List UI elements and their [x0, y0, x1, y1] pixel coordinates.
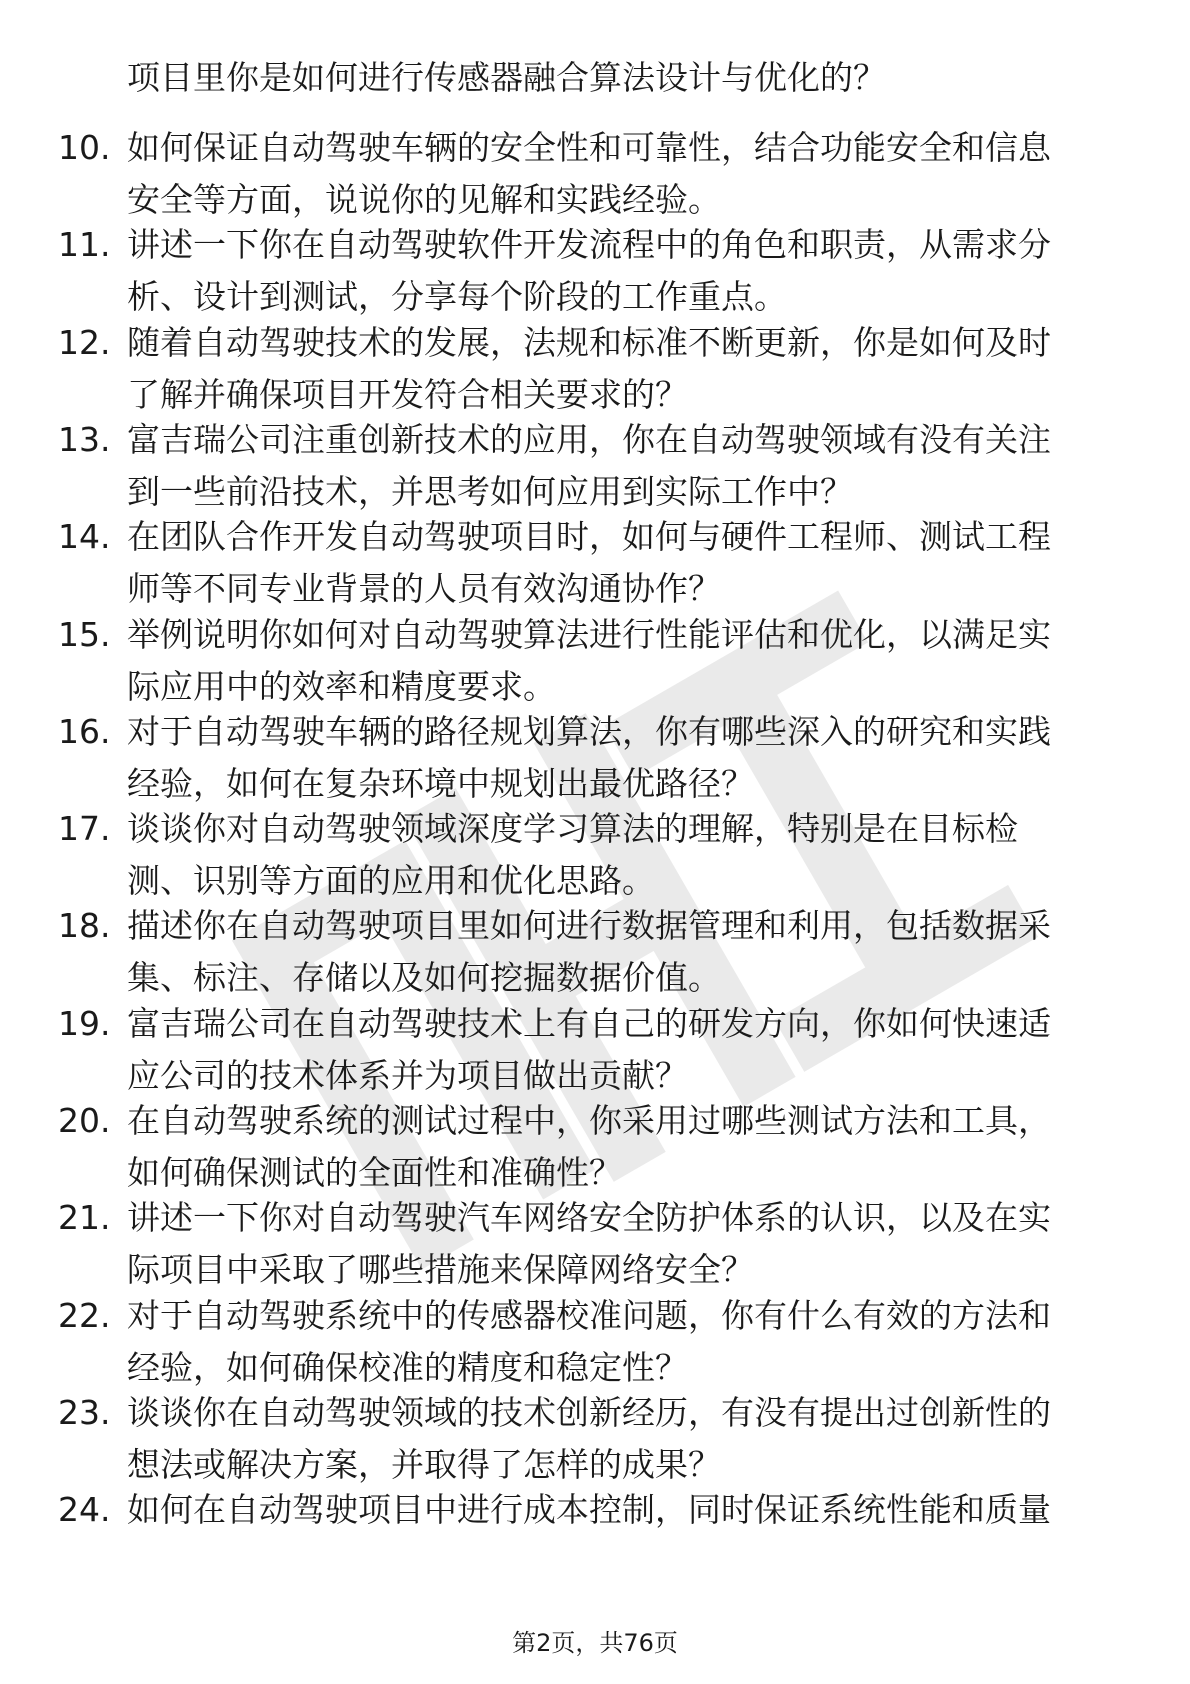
question-text-line: 讲述一下你对自动驾驶汽车网络安全防护体系的认识，以及在实 [127, 1198, 1051, 1238]
question-text-line: 讲述一下你在自动驾驶软件开发流程中的角色和职责，从需求分 [127, 225, 1051, 265]
question-text [127, 219, 1117, 323]
question-text-line: 谈谈你在自动驾驶领域的技术创新经历，有没有提出过创新性的 [127, 1392, 1051, 1432]
question-text-line: 际项目中采取了哪些措施来保障网络安全？ [127, 1250, 754, 1290]
question-number: 22. [58, 1295, 111, 1335]
question-text [127, 1290, 1117, 1394]
question-text-line: 师等不同专业背景的人员有效沟通协作？ [127, 569, 721, 609]
question-number: 13. [58, 419, 111, 459]
question-text [127, 900, 1117, 1004]
question-text-line: 在自动驾驶系统的测试过程中，你采用过哪些测试方法和工具， [127, 1101, 1051, 1140]
question-text-line: 描述你在自动驾驶项目里如何进行数据管理和利用，包括数据采 [127, 906, 1051, 946]
question-number: 12. [58, 322, 111, 362]
question-number: 10. [58, 128, 111, 167]
question-text [127, 803, 1117, 907]
question-text-line: 了解并确保项目开发符合相关要求的？ [127, 374, 688, 414]
question-number: 24. [58, 1490, 111, 1530]
page-footer: 第2页，共76页 [512, 1629, 678, 1657]
question-text-line: 析、设计到测试，分享每个阶段的工作重点。 [127, 277, 787, 317]
question-text-line: 集、标注、存储以及如何挖掘数据价值。 [127, 958, 721, 998]
question-number: 20. [58, 1101, 111, 1140]
question-text-line: 谈谈你对自动驾驶领域深度学习算法的理解，特别是在目标检 [127, 809, 1018, 849]
question-text-line: 如何保证自动驾驶车辆的安全性和可靠性，结合功能安全和信息 [127, 128, 1051, 167]
question-text-line: 在团队合作开发自动驾驶项目时，如何与硬件工程师、测试工程 [127, 517, 1051, 557]
question-number: 21. [58, 1198, 111, 1238]
question-text-line: 测、识别等方面的应用和优化思路。 [127, 861, 655, 901]
question-text-line: 举例说明你如何对自动驾驶算法进行性能评估和优化，以满足实 [127, 614, 1051, 654]
question-text-line: 经验，如何确保校准的精度和稳定性？ [127, 1347, 688, 1387]
question-text-line: 富吉瑞公司在自动驾驶技术上有自己的研发方向，你如何快速适 [127, 1003, 1051, 1043]
question-text [127, 609, 1117, 713]
question-number: 18. [58, 906, 111, 946]
question-number: 16. [58, 711, 111, 751]
question-text-line: 到一些前沿技术，并思考如何应用到实际工作中？ [127, 471, 853, 511]
question-text-line: 富吉瑞公司注重创新技术的应用，你在自动驾驶领域有没有关注 [127, 419, 1051, 459]
question-text [127, 1484, 1117, 1536]
question-text [127, 414, 1117, 518]
question-text-line: 对于自动驾驶系统中的传感器校准问题，你有什么有效的方法和 [127, 1295, 1051, 1335]
question-text-line: 如何在自动驾驶项目中进行成本控制，同时保证系统性能和质量 [127, 1490, 1051, 1530]
question-text [127, 1387, 1117, 1491]
question-text [127, 1095, 1117, 1199]
question-text [127, 998, 1117, 1102]
question-text [127, 122, 1117, 226]
question-text-line: 如何确保测试的全面性和准确性？ [127, 1153, 622, 1192]
question-text-line: 经验，如何在复杂环境中规划出最优路径？ [127, 763, 754, 803]
question-text [127, 317, 1117, 421]
question-text-line: 安全等方面，说说你的见解和实践经验。 [127, 180, 721, 219]
question-text-line: 际应用中的效率和精度要求。 [127, 666, 556, 706]
question-text-line: 随着自动驾驶技术的发展，法规和标准不断更新，你是如何及时 [127, 322, 1051, 362]
question-text [127, 511, 1117, 615]
question-number: 23. [58, 1392, 111, 1432]
question-text [127, 1192, 1117, 1296]
question-text [127, 706, 1117, 810]
question-number: 17. [58, 809, 111, 849]
question-text-line: 应公司的技术体系并为项目做出贡献？ [127, 1055, 688, 1095]
continuation-line: 项目里你是如何进行传感器融合算法设计与优化的？ [127, 58, 886, 97]
question-text-line: 想法或解决方案，并取得了怎样的成果？ [127, 1444, 721, 1484]
question-number: 19. [58, 1003, 111, 1043]
question-number: 14. [58, 517, 111, 557]
question-number: 15. [58, 614, 111, 654]
question-text-line: 对于自动驾驶车辆的路径规划算法，你有哪些深入的研究和实践 [127, 711, 1051, 751]
question-number: 11. [58, 225, 111, 265]
